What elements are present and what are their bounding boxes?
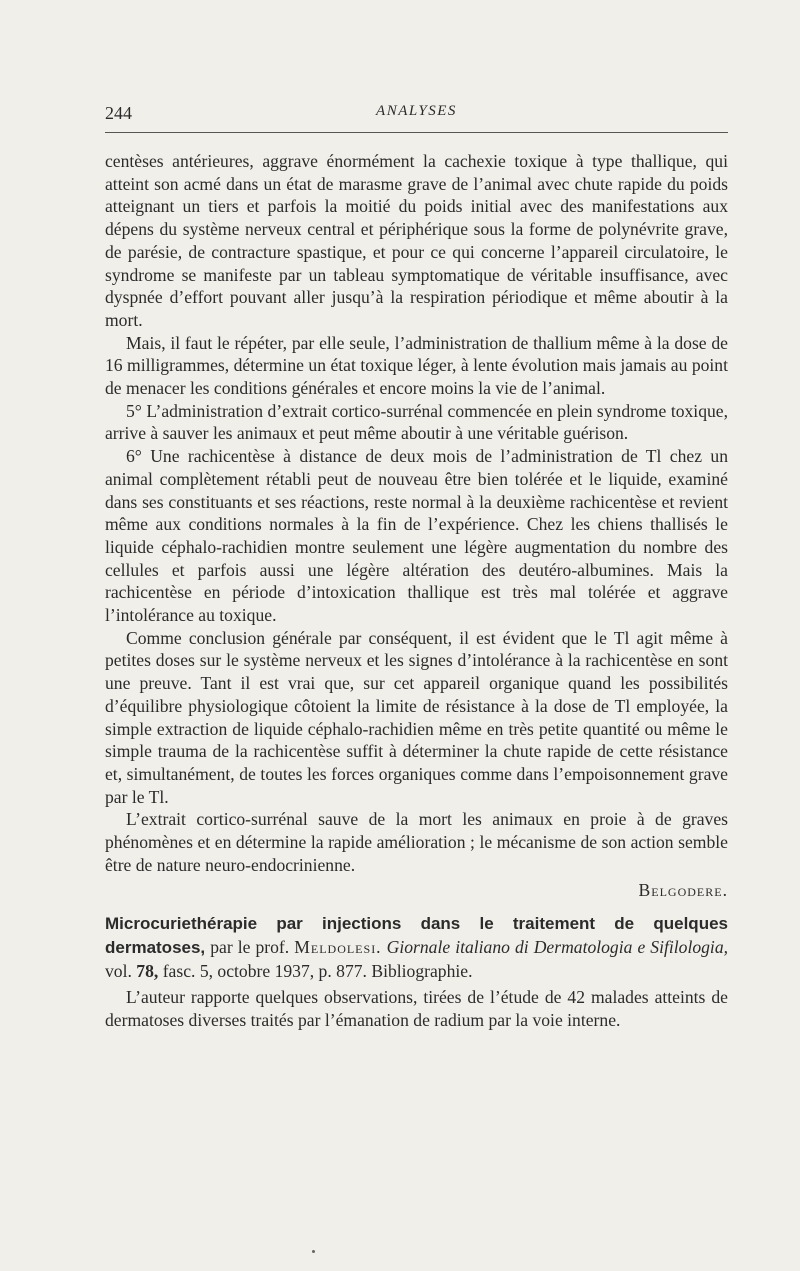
paragraph-4: 6° Une rachicentèse à distance de deux mois de l’administration de Tl chez un animal complètement rétabli peut de nouveau être bien tolérée et le liquide, examiné dans ses constituants et ses réactions, reste normal à la deuxième rachicentèse et revient même aux conditions normales à la fin de l’expérience. Chez les chiens thallisés le liquide céphalo-rachidien montre seulement une légère augmentation du nombre des cellules et parfois aussi une légère altération des deutéro-albumines. Mais la rachicentèse en période d’intoxication thallique est très mal tolérée et aggrave l’intolérance au toxique. xyxy=(105,446,728,626)
section-heading xyxy=(105,912,728,982)
paragraph-5: Comme conclusion générale par conséquent, il est évident que le Tl agit même à petites doses sur le système nerveux et les signes d’intolérance à la rachicentèse en sont une preuve. Tant il est vrai que, sur cet appareil organique quand les possibilités d’équilibre physiologique côtoient la limite de résistance à la dose de Tl employée, la simple extraction de liquide céphalo-rachidien même en très petite quantité ou même le simple trauma de la rachicentèse suffit à déterminer la chute rapide de cette résistance et, simultanément, de toutes les forces organiques comme dans l’empoisonnement grave par le Tl. xyxy=(105,627,728,807)
citation-details: fasc. 5, octobre 1937, p. 877. Bibliographie. xyxy=(162,960,473,981)
byline-author: Meldolesi. xyxy=(294,936,382,957)
byline-prefix: par le prof. xyxy=(210,936,290,957)
volume-label: vol. xyxy=(105,960,132,981)
running-title: ANALYSES xyxy=(376,103,457,119)
header-rule xyxy=(105,132,728,133)
volume-number: 78, xyxy=(136,960,159,981)
article-body xyxy=(105,150,728,1032)
paragraph-6: L’extrait cortico-surrénal sauve de la mort les animaux en proie à de graves phénomènes et en détermine la rapide amélioration ; le mécanisme de son action semble être de nature neuro-endocrinienne. xyxy=(105,809,728,875)
signature: Belgodere. xyxy=(638,879,728,900)
journal-title: Giornale italiano di Dermatologia e Sifilologia, xyxy=(386,936,729,957)
page-header xyxy=(105,103,728,129)
page-speck xyxy=(312,1250,315,1253)
section-headline: Microcuriethérapie par injections dans le traitement de quelques dermatoses, xyxy=(105,914,728,957)
paragraph-1: centèses antérieures, aggrave énormément la cachexie toxique à type thallique, qui atteint son acmé dans un état de marasme grave de l’animal avec chute rapide du poids atteignant un tiers et parfois la moitié du poids initial avec des manifestations aux dépens du système nerveux central et périphérique sous la forme de polynévrite grave, de parésie, de contracture spastique, et pour ce qui concerne l’appareil circulatoire, le syndrome se manifeste par un tableau symptomatique de véritable insuffisance, avec dyspnée d’effort pouvant aller jusqu’à la respiration périodique et même aboutir à la mort. xyxy=(105,151,728,330)
page-number: 244 xyxy=(105,103,132,123)
paragraph-2: Mais, il faut le répéter, par elle seule, l’administration de thallium même à la dose de 16 milligrammes, détermine un état toxique léger, à lente évolution mais jamais au point de menacer les conditions générales et encore moins la vie de l’animal. xyxy=(105,332,728,399)
paragraph-3: 5° L’administration d’extrait cortico-surrénal commencée en plein syndrome toxique, arrive à sauver les animaux et peut même aboutir à une véritable guérison. xyxy=(105,400,728,444)
section-body: L’auteur rapporte quelques observations, tirées de l’étude de 42 malades atteints de dermatoses diverses traités par l’émanation de radium par la voie interne. xyxy=(105,987,728,1031)
